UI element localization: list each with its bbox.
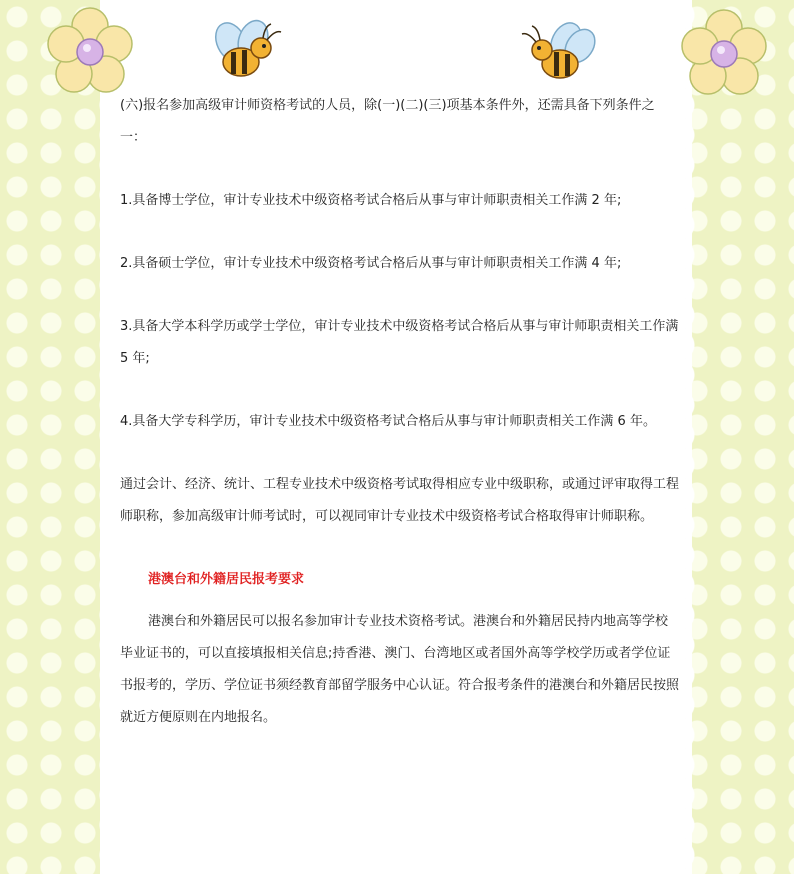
bee-icon [520, 16, 600, 86]
bee-icon [205, 14, 285, 84]
paragraph-hk-macao-taiwan: 港澳台和外籍居民可以报名参加审计专业技术资格考试。港澳台和外籍居民持内地高等学校毕业证书的，可以直接填报相关信息;持香港、澳门、台湾地区或者国外高等学校学历或者学位证书报考的，学历、学位证书须经教育部留学服务中心认证。符合报考条件的港澳台和外籍居民按照就近方便原则在内地报名。 [120, 614, 680, 725]
section-heading-hk-macao-taiwan: 港澳台和外籍居民报考要求 [148, 572, 305, 587]
paragraph-senior-auditor-conditions: (六)报名参加高级审计师资格考试的人员，除(一)(二)(三)项基本条件外，还需具备下列条件之一： [120, 98, 655, 145]
condition-doctorate: 1.具备博士学位，审计专业技术中级资格考试合格后从事与审计师职责相关工作满 2 年; [120, 193, 622, 208]
flower-icon [676, 6, 772, 102]
condition-college: 4.具备大学专科学历，审计专业技术中级资格考试合格后从事与审计师职责相关工作满 6 年。 [120, 414, 656, 429]
paragraph-equivalent-titles: 通过会计、经济、统计、工程专业技术中级资格考试取得相应专业中级职称，或通过评审取得工程师职称，参加高级审计师考试时，可以视同审计专业技术中级资格考试合格取得审计师职称。 [120, 477, 680, 524]
condition-bachelor: 3.具备大学本科学历或学士学位，审计专业技术中级资格考试合格后从事与审计师职责相关工作满 5 年; [120, 319, 679, 366]
flower-icon [42, 4, 138, 100]
article-content [120, 90, 680, 734]
condition-master: 2.具备硕士学位，审计专业技术中级资格考试合格后从事与审计师职责相关工作满 4 年; [120, 256, 622, 271]
lace-border-right [680, 0, 708, 874]
